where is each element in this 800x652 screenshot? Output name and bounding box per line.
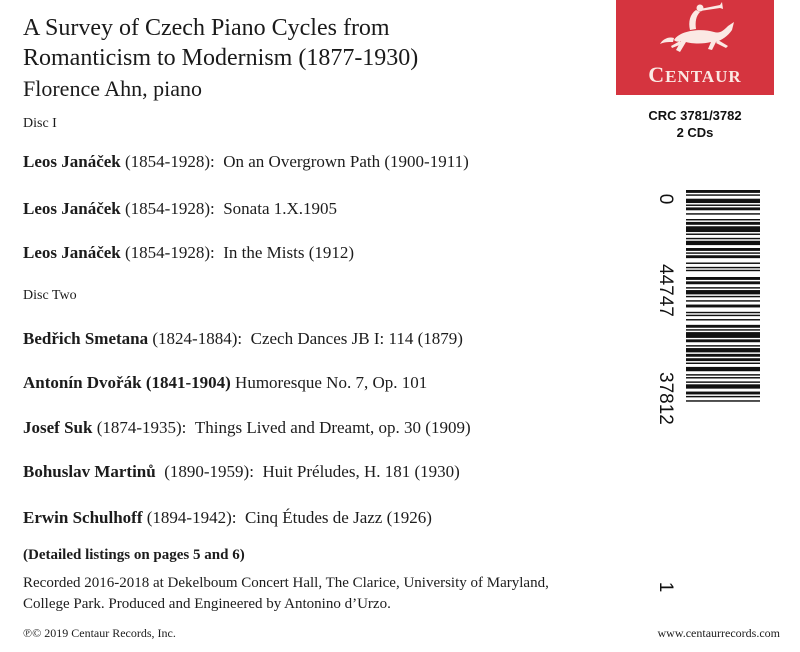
barcode-bar bbox=[686, 400, 760, 401]
barcode-bar bbox=[686, 319, 760, 320]
barcode-bar bbox=[686, 290, 760, 294]
barcode bbox=[648, 186, 760, 594]
barcode-bar bbox=[686, 381, 760, 382]
centaur-logo bbox=[616, 0, 774, 95]
barcode-bar bbox=[686, 287, 760, 288]
centaur-wordmark bbox=[616, 62, 774, 88]
barcode-bar bbox=[686, 305, 760, 308]
barcode-bar bbox=[686, 392, 760, 395]
barcode-bar bbox=[686, 255, 760, 258]
barcode-bar bbox=[686, 363, 760, 364]
barcode-digit-group: 1 bbox=[655, 581, 676, 593]
barcode-bar bbox=[686, 267, 760, 268]
composer-dates: (1874-1935): bbox=[96, 418, 187, 437]
recording-credits-line-1: Recorded 2016-2018 at Dekelboum Concert Hall, The Clarice, University of Maryland, bbox=[23, 575, 549, 591]
composer-dates: (1890-1959): bbox=[164, 462, 254, 481]
recording-credits-line-2: College Park. Produced and Engineered by Antonino d’Urzo. bbox=[23, 596, 391, 612]
barcode-bar bbox=[686, 222, 760, 225]
composer: Bohuslav Martinů bbox=[23, 462, 156, 481]
barcode-bar bbox=[686, 315, 760, 316]
composer: Josef Suk bbox=[23, 418, 93, 437]
work-title: Humoresque No. 7, Op. 101 bbox=[235, 373, 428, 392]
composer-dates: (1854-1928): bbox=[125, 152, 215, 171]
barcode-bar bbox=[686, 238, 760, 239]
disc-1-label: Disc I bbox=[23, 116, 57, 131]
composer: Bedřich Smetana bbox=[23, 329, 149, 348]
track-row bbox=[23, 508, 432, 528]
barcode-bar bbox=[686, 281, 760, 284]
barcode-bar bbox=[686, 332, 760, 338]
barcode-bar bbox=[686, 241, 760, 245]
barcode-bar bbox=[686, 270, 760, 271]
work-title: Sonata 1.X.1905 bbox=[223, 199, 338, 218]
barcode-bar bbox=[686, 329, 760, 330]
centaur-rider-icon bbox=[616, 0, 774, 62]
composer: Leos Janáček bbox=[23, 152, 121, 171]
logo-initial: C bbox=[648, 62, 666, 87]
barcode-digit-group: 37812 bbox=[655, 372, 676, 425]
barcode-bar bbox=[686, 396, 760, 397]
track-row bbox=[23, 243, 354, 263]
barcode-bar bbox=[686, 213, 760, 214]
composer-dates: (1894-1942): bbox=[146, 508, 237, 527]
album-title-line-1: A Survey of Czech Piano Cycles from bbox=[23, 15, 390, 41]
barcode-bar bbox=[686, 190, 760, 193]
barcode-bar bbox=[686, 226, 760, 232]
composer: Erwin Schulhoff bbox=[23, 508, 143, 527]
barcode-bar bbox=[686, 367, 760, 371]
composer-dates: (1854-1928): bbox=[125, 243, 215, 262]
track-row bbox=[23, 199, 337, 219]
composer-dates: (1854-1928): bbox=[125, 199, 215, 218]
barcode-bar bbox=[686, 252, 760, 253]
logo-rest: ENTAUR bbox=[665, 67, 742, 86]
barcode-bar bbox=[686, 325, 760, 328]
composer: Antonín Dvořák bbox=[23, 373, 142, 392]
website-link[interactable]: www.centaurrecords.com bbox=[657, 626, 780, 640]
work-title: In the Mists (1912) bbox=[223, 243, 355, 262]
listings-note: (Detailed listings on pages 5 and 6) bbox=[23, 547, 245, 563]
barcode-bar bbox=[686, 194, 760, 195]
copyright: ℗© 2019 Centaur Records, Inc. bbox=[23, 626, 176, 640]
barcode-bar bbox=[686, 219, 760, 220]
barcode-bar bbox=[686, 207, 760, 210]
track-row bbox=[23, 462, 460, 482]
composer-dates: (1841-1904) bbox=[145, 373, 231, 392]
composer: Leos Janáček bbox=[23, 243, 121, 262]
composer: Leos Janáček bbox=[23, 199, 121, 218]
disc-count: 2 CDs bbox=[676, 125, 714, 140]
barcode-bar bbox=[686, 234, 760, 235]
barcode-bar bbox=[686, 199, 760, 203]
barcode-bar bbox=[686, 263, 760, 264]
composer-dates: (1824-1884): bbox=[152, 329, 243, 348]
disc-2-label: Disc Two bbox=[23, 288, 77, 303]
track-row bbox=[23, 418, 471, 438]
work-title: Things Lived and Dreamt, op. 30 (1909) bbox=[194, 418, 471, 437]
album-title-line-2: Romanticism to Modernism (1877-1930) bbox=[23, 45, 419, 71]
barcode-bar bbox=[686, 296, 760, 297]
barcode-bar bbox=[686, 205, 760, 206]
barcode-bar bbox=[686, 384, 760, 388]
work-title: Huit Préludes, H. 181 (1930) bbox=[262, 462, 460, 481]
work-title: Cinq Études de Jazz (1926) bbox=[244, 508, 432, 527]
barcode-bar bbox=[686, 339, 760, 342]
barcode-bar bbox=[686, 248, 760, 251]
barcode-bar bbox=[686, 354, 760, 357]
barcode-bar bbox=[686, 312, 760, 313]
barcode-bar bbox=[686, 348, 760, 352]
barcode-digit-group: 44747 bbox=[655, 264, 676, 317]
barcode-digit-group: 0 bbox=[655, 193, 676, 205]
recording-credits bbox=[23, 573, 663, 615]
track-row bbox=[23, 373, 427, 393]
barcode-bar bbox=[686, 345, 760, 346]
barcode-bar bbox=[686, 377, 760, 378]
work-title: On an Overgrown Path (1900-1911) bbox=[223, 152, 469, 171]
track-row bbox=[23, 152, 469, 172]
barcode-bar bbox=[686, 358, 760, 361]
performer: Florence Ahn, piano bbox=[23, 76, 203, 101]
work-title: Czech Dances JB I: 114 (1879) bbox=[250, 329, 463, 348]
barcode-bar bbox=[686, 300, 760, 301]
catalog-number: CRC 3781/3782 bbox=[648, 108, 742, 123]
track-row bbox=[23, 329, 463, 349]
barcode-bar bbox=[686, 277, 760, 280]
barcode-bar bbox=[686, 374, 760, 375]
